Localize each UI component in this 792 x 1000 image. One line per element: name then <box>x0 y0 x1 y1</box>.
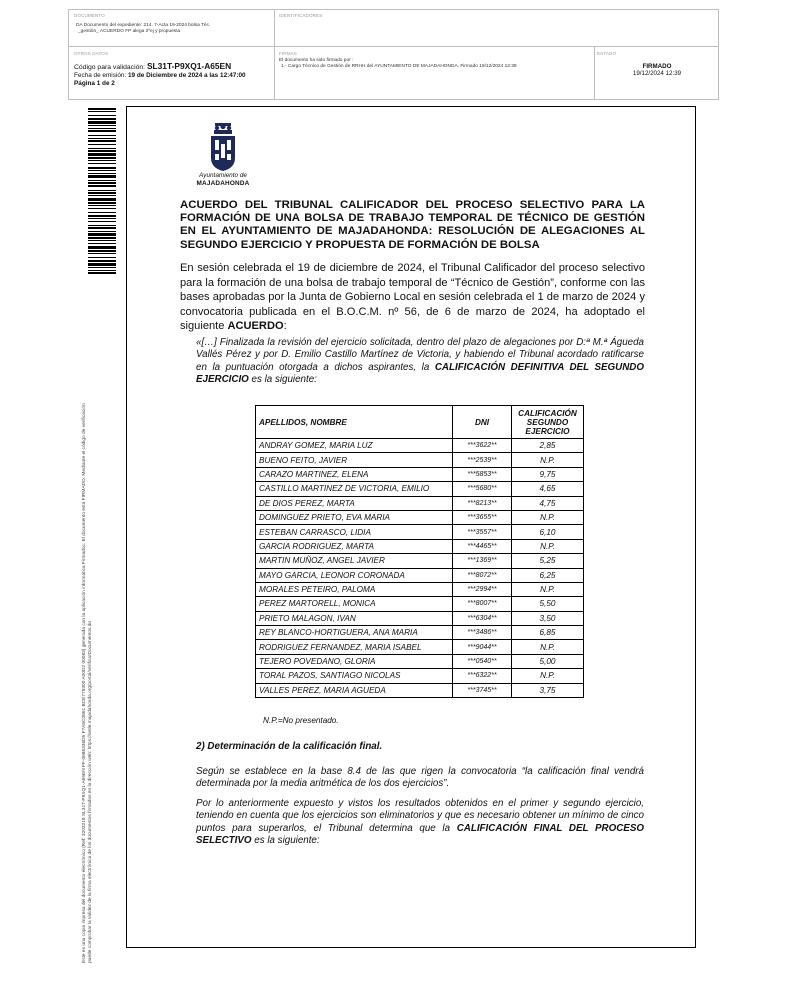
cell-name: TORAL PAZOS, SANTIAGO NICOLAS <box>256 669 453 683</box>
table-row <box>256 597 584 611</box>
barcode <box>88 108 116 276</box>
section-2-heading: 2) Determinación de la calificación final. <box>196 741 383 752</box>
barcode-bar <box>88 135 116 136</box>
cell-name: MARTIN MUÑOZ, ANGEL JAVIER <box>256 554 453 568</box>
documento-text: DA Documento del expediente: 214. 7-Acta 19-2024 bolsa Téc. <box>76 23 211 28</box>
fecha-label: Fecha de emisión: <box>74 72 127 79</box>
barcode-bar <box>88 108 116 110</box>
header-divider <box>594 46 595 100</box>
barcode-bar <box>88 221 116 222</box>
cell-score: 2,85 <box>512 439 584 453</box>
estado-label: ESTADO <box>597 51 617 56</box>
cell-dni: ***3486** <box>453 626 512 640</box>
intro-paragraph <box>180 261 645 334</box>
documento-text-2: _gestión_ ACUERDO FP alega 2ºej y propuesta <box>78 29 181 34</box>
side-verification-text <box>82 273 94 963</box>
firmas-cell <box>279 51 591 70</box>
barcode-bar <box>88 270 116 271</box>
cell-name: PEREZ MARTORELL, MONICA <box>256 597 453 611</box>
paragraph-base-8-4: Según se establece en la base 8.4 de las que rigen la convocatoria “la calificación final vendrá determinada por la media aritmética de los dos ejercicios”. <box>196 766 644 790</box>
identificadores-label: IDENTIFICADORES <box>279 13 323 18</box>
table-row <box>256 582 584 596</box>
cell-name: MORALES PETEIRO, PALOMA <box>256 582 453 596</box>
cell-dni: ***1369** <box>453 554 512 568</box>
cell-name: VALLES PEREZ, MARIA AGUEDA <box>256 683 453 697</box>
cell-score: N.P. <box>512 582 584 596</box>
barcode-bar <box>88 138 116 139</box>
cell-score: 6,85 <box>512 626 584 640</box>
table-row <box>256 654 584 668</box>
estado-date: 19/12/2024 12:39 <box>632 70 682 77</box>
header-divider <box>274 10 275 46</box>
cell-score: 9,75 <box>512 467 584 481</box>
quote-text: «[…] Finalizada la revisión del ejercicio solicitada, dentro del plazo de alegaciones por D:ª M.ª Águeda Vallés Pérez y por D. Emilio Castillo Martínez de Victoria, y habiendo el Tribunal acordado ratificarse en la puntuación otorgada a dichos aspirantes, la <box>196 337 644 373</box>
cell-name: RODRIGUEZ FERNANDEZ, MARIA ISABEL <box>256 640 453 654</box>
firmas-text: El documento ha sido firmado por : <box>279 58 354 63</box>
codigo-label: Código para validación: <box>74 64 146 71</box>
barcode-bar <box>88 240 116 241</box>
cell-name: TEJERO POVEDANO, GLORIA <box>256 654 453 668</box>
barcode-bar <box>88 118 116 120</box>
barcode-bar <box>88 231 116 232</box>
cell-score: 3,50 <box>512 611 584 625</box>
cell-dni: ***9044** <box>453 640 512 654</box>
barcode-bar <box>88 190 116 191</box>
barcode-bar <box>88 182 116 184</box>
documento-cell <box>74 13 269 35</box>
barcode-bar <box>88 250 116 252</box>
codigo-value: SL31T-P9XQ1-A65EN <box>146 61 232 71</box>
barcode-bar <box>88 246 116 249</box>
table-body <box>256 439 584 698</box>
barcode-bar <box>88 128 116 129</box>
cell-score: N.P. <box>512 453 584 467</box>
table-row <box>256 611 584 625</box>
table-row <box>256 683 584 697</box>
cell-dni: ***2994** <box>453 582 512 596</box>
cell-dni: ***8072** <box>453 568 512 582</box>
column-header-dni: DNI <box>453 406 512 439</box>
cell-dni: ***5680** <box>453 482 512 496</box>
cell-name: GARCIA RODRIGUEZ, MARTA <box>256 539 453 553</box>
cell-score: 6,10 <box>512 525 584 539</box>
cell-dni: ***8213** <box>453 496 512 510</box>
barcode-bar <box>88 257 116 258</box>
cell-score: N.P. <box>512 539 584 553</box>
cell-dni: ***3557** <box>453 525 512 539</box>
table-row <box>256 626 584 640</box>
barcode-bar <box>88 227 116 229</box>
firmas-label: FIRMAS <box>279 51 297 56</box>
barcode-bar <box>88 212 116 213</box>
quote-paragraph <box>196 337 644 387</box>
cell-score: 5,50 <box>512 597 584 611</box>
barcode-bar <box>88 157 116 159</box>
cell-dni: ***3745** <box>453 683 512 697</box>
column-header-name: APELLIDOS, NOMBRE <box>256 406 453 439</box>
table-row <box>256 669 584 683</box>
barcode-bar <box>88 144 116 145</box>
barcode-bar <box>88 192 116 194</box>
cell-dni: ***5853** <box>453 467 512 481</box>
barcode-bar <box>88 208 116 209</box>
para2-end: es la siguiente: <box>251 835 320 847</box>
barcode-bar <box>88 205 116 206</box>
cell-name: PRIETO MALAGON, IVAN <box>256 611 453 625</box>
barcode-bar <box>88 180 116 181</box>
paragraph-final-score <box>196 798 644 848</box>
barcode-bar <box>88 148 116 149</box>
table-row <box>256 453 584 467</box>
estado-cell <box>597 51 717 77</box>
barcode-bar <box>88 233 116 236</box>
side-text-line-2: puede comprobar la validez de la firma electrónica de los documentos firmados en la dirección web: https://sede.majadahonda.org/portal/verificarDocumentos.do <box>88 620 93 963</box>
barcode-bar <box>88 267 116 268</box>
document-header-box <box>68 9 719 100</box>
cell-score: 4,65 <box>512 482 584 496</box>
column-header-score: CALIFICACIÓN SEGUNDO EJERCICIO <box>512 406 584 439</box>
intro-end: : <box>283 320 287 333</box>
barcode-bar <box>88 225 116 226</box>
intro-text: En sesión celebrada el 19 de diciembre de 2024, el Tribunal Calificador del proceso selectivo para la formación de una bolsa de trabajo temporal de “Técnico de Gestión”, conforme con las bases aprobadas por la Junta de Gobierno Local en sesión celebrada el 1 de marzo de 2024 y convocatoria publicada en el B.O.C.M. nº 56, de 6 de marzo de 2024, ha adoptado el siguiente <box>180 262 645 333</box>
barcode-bar <box>88 202 116 204</box>
cell-dni: ***8007** <box>453 597 512 611</box>
pagina: Página 1 de 2 <box>74 80 115 87</box>
table-row <box>256 482 584 496</box>
firmas-text-2: 1.- Cargo Técnico de Gestión de RRHH del AYUNTAMIENTO DE MAJADAHONDA. Firmado 19/12/2024 12:39 <box>281 64 517 69</box>
cell-score: N.P. <box>512 510 584 524</box>
barcode-bar <box>88 140 116 142</box>
documento-label: DOCUMENTO <box>74 13 105 18</box>
table-row <box>256 439 584 453</box>
cell-dni: ***6322** <box>453 669 512 683</box>
coat-of-arms-icon <box>206 122 240 172</box>
barcode-bar <box>88 170 116 171</box>
cell-score: 3,75 <box>512 683 584 697</box>
intro-bold: ACUERDO <box>227 320 284 333</box>
barcode-bar <box>88 150 116 152</box>
barcode-bar <box>88 218 116 219</box>
cell-name: MAYO GARCIA, LEONOR CORONADA <box>256 568 453 582</box>
cell-name: DE DIOS PEREZ, MARTA <box>256 496 453 510</box>
results-table <box>255 405 584 698</box>
cell-dni: ***2539** <box>453 453 512 467</box>
barcode-bar <box>88 111 116 112</box>
codigo-validacion <box>74 61 272 71</box>
table-row <box>256 554 584 568</box>
cell-score: N.P. <box>512 640 584 654</box>
header-divider <box>274 46 275 100</box>
cell-name: ESTEBAN CARRASCO, LIDIA <box>256 525 453 539</box>
cell-dni: ***3622** <box>453 439 512 453</box>
table-row <box>256 467 584 481</box>
table-row <box>256 568 584 582</box>
barcode-bar <box>88 167 116 169</box>
barcode-bar <box>88 125 116 126</box>
cell-dni: ***3655** <box>453 510 512 524</box>
barcode-bar <box>88 163 116 164</box>
barcode-bar <box>88 121 116 124</box>
table-row <box>256 539 584 553</box>
barcode-bar <box>88 130 116 132</box>
identificadores-cell <box>279 13 322 18</box>
barcode-bar <box>88 115 116 116</box>
barcode-bar <box>88 253 116 254</box>
barcode-bar <box>88 160 116 161</box>
barcode-bar <box>88 263 116 266</box>
estado-value: FIRMADO <box>642 63 672 70</box>
barcode-bar <box>88 173 116 174</box>
logo-caption-2: MAJADAHONDA <box>196 180 250 187</box>
barcode-bar <box>88 195 116 196</box>
barcode-bar <box>88 215 116 217</box>
cell-dni: ***4465** <box>453 539 512 553</box>
table-row <box>256 640 584 654</box>
fecha-value: 19 de Diciembre de 2024 a las 12:47:00 <box>128 72 246 79</box>
barcode-bar <box>88 198 116 201</box>
logo-caption-1: Ayuntamiento de <box>199 172 247 179</box>
table-row <box>256 496 584 510</box>
cell-dni: ***0540** <box>453 654 512 668</box>
document-title: ACUERDO DEL TRIBUNAL CALIFICADOR DEL PROCESO SELECTIVO PARA LA FORMACIÓN DE UNA BOLSA DE TRABAJO TEMPORAL DE TÉCNICO DE GESTIÓN EN EL AYUNTAMIENTO DE MAJADAHONDA: RESOLUCIÓN DE ALEGACIONES AL SEGUNDO EJERCICIO Y PROPUESTA DE FORMACIÓN DE BOLSA <box>180 199 645 251</box>
barcode-bar <box>88 260 116 262</box>
barcode-bar <box>88 185 116 187</box>
table-note: N.P.=No presentado. <box>263 716 339 725</box>
para2-text: Por lo anteriormente expuesto y vistos los resultados obtenidos en el primer y segundo ejercicio, teniendo en cuenta que los ejercicios son eliminatorios y que es necesario obtener un mínimo de cinco puntos para superarlos, el Tribunal determina que la <box>196 798 644 834</box>
side-text-line-1: Este es una copia impresa del documento electrónico (Ref: 3203218 SL31T-P9XQ1-A65EN FF-0686336D5 F7A5C0861 BCE779300 A00D2 00083) generada con la aplicación informática Firmadoc. El documento está FIRMADO. Mediante el código de verificación <box>82 403 87 963</box>
quote-end: es la siguiente: <box>248 374 317 386</box>
barcode-bar <box>88 153 116 156</box>
barcode-bar <box>88 237 116 239</box>
barcode-bar <box>88 175 116 178</box>
cell-score: 5,00 <box>512 654 584 668</box>
cell-name: ANDRAY GOMEZ, MARIA LUZ <box>256 439 453 453</box>
cell-name: DOMINGUEZ PRIETO, EVA MARIA <box>256 510 453 524</box>
cell-name: CASTILLO MARTINEZ DE VICTORIA, EMILIO <box>256 482 453 496</box>
fecha-emision <box>74 72 272 79</box>
para2-bold: CALIFICACIÓN FINAL DEL PROCESO SELECTIVO <box>196 822 644 847</box>
cell-score: 5,25 <box>512 554 584 568</box>
otros-datos-label: OTROS DATOS <box>74 51 109 56</box>
cell-name: BUENO FEITO, JAVIER <box>256 453 453 467</box>
cell-score: 4,75 <box>512 496 584 510</box>
barcode-bar <box>88 243 116 244</box>
table-header-row <box>256 406 584 439</box>
table-row <box>256 525 584 539</box>
table-row <box>256 510 584 524</box>
quote-bold: CALIFICACIÓN DEFINITIVA DEL SEGUNDO EJERCICIO <box>196 361 644 386</box>
cell-score: N.P. <box>512 669 584 683</box>
majadahonda-logo <box>188 122 258 194</box>
cell-name: CARAZO MARTINEZ, ELENA <box>256 467 453 481</box>
otros-datos-cell <box>74 51 272 87</box>
cell-score: 6,25 <box>512 568 584 582</box>
cell-dni: ***6304** <box>453 611 512 625</box>
cell-name: REY BLANCO-HORTIGUERA, ANA MARIA <box>256 626 453 640</box>
